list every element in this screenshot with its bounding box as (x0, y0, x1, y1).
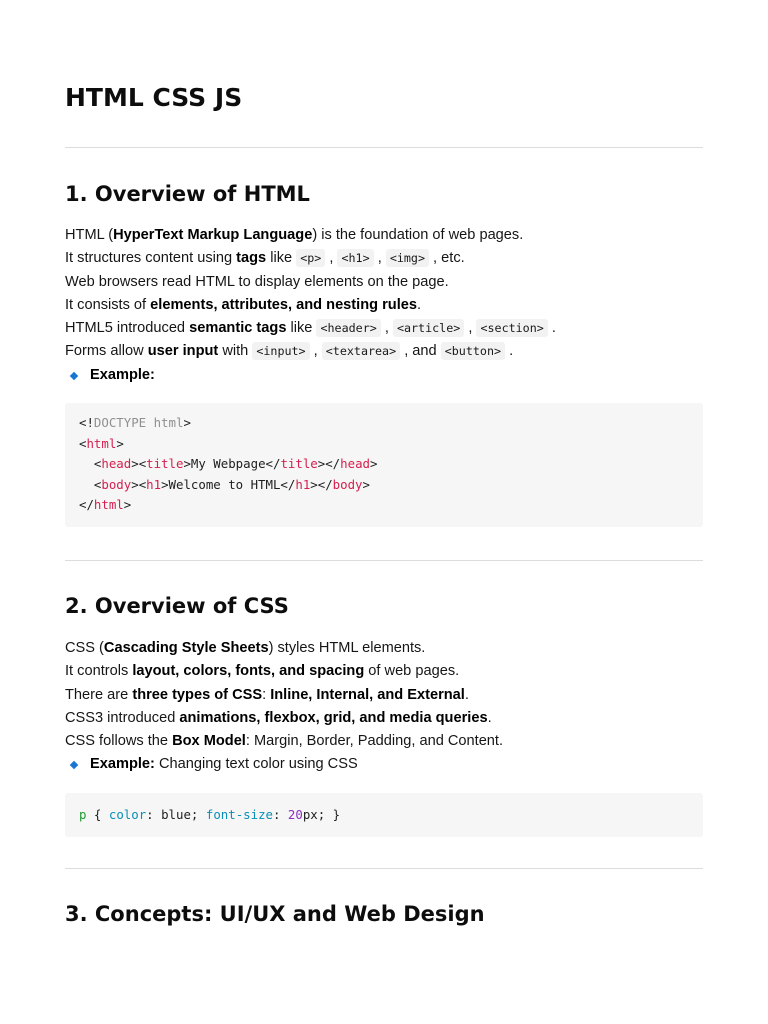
paragraph-line: HTML5 introduced semantic tags like <header> , <article> , <section> . (65, 320, 556, 337)
inline-code: <p> (296, 249, 325, 267)
paragraph-line: HTML (HyperText Markup Language) is the foundation of web pages. (65, 227, 524, 243)
inline-code: <textarea> (322, 342, 400, 360)
code-line: <body><h1>Welcome to HTML</h1></body> (79, 476, 370, 492)
example-bullet: Example: (65, 364, 705, 387)
code-line: p { color: blue; font-size: 20px; } (79, 807, 341, 822)
inline-code: <img> (386, 249, 429, 267)
paragraph-line: CSS follows the Box Model: Margin, Border, Padding, and Content. (65, 733, 504, 750)
paragraph-line: There are three types of CSS: Inline, Internal, and External. (65, 686, 469, 703)
divider (65, 868, 703, 869)
section-heading-uiux: 3. Concepts: UI/UX and Web Design (65, 902, 485, 926)
html-code-example (65, 403, 703, 527)
divider (65, 147, 703, 148)
diamond-bullet-icon (70, 761, 78, 769)
paragraph-line: CSS3 introduced animations, flexbox, grid, and media queries. (65, 709, 492, 726)
code-line: </html> (79, 497, 132, 513)
paragraph-line: Web browsers read HTML to display elements on the page. (65, 273, 449, 290)
inline-code: <button> (441, 342, 505, 360)
inline-code: <section> (476, 319, 547, 337)
css-code-example (65, 793, 703, 837)
css-overview-text (65, 637, 705, 777)
inline-code: <h1> (337, 249, 373, 267)
section-heading-html: 1. Overview of HTML (65, 182, 310, 206)
paragraph-line: It structures content using tags like <p> , <h1> , <img> , etc. (65, 250, 465, 267)
paragraph-line: It controls layout, colors, fonts, and spacing of web pages. (65, 663, 460, 680)
paragraph-line: It consists of elements, attributes, and nesting rules. (65, 296, 422, 313)
inline-code: <header> (316, 319, 380, 337)
inline-code: <article> (393, 319, 464, 337)
section-heading-css: 2. Overview of CSS (65, 594, 289, 618)
code-line: <head><title>My Webpage</title></head> (79, 456, 378, 472)
divider (65, 560, 703, 561)
paragraph-line: CSS (Cascading Style Sheets) styles HTML elements. (65, 640, 426, 656)
code-line: <!DOCTYPE html> (79, 415, 191, 430)
diamond-bullet-icon (70, 372, 78, 380)
example-bullet: Example: Changing text color using CSS (65, 753, 705, 776)
code-line: <html> (79, 435, 124, 451)
document-title: HTML CSS JS (65, 83, 243, 112)
inline-code: <input> (252, 342, 309, 360)
paragraph-line: Forms allow user input with <input> , <textarea> , and <button> . (65, 343, 514, 360)
html-overview-text (65, 224, 705, 387)
